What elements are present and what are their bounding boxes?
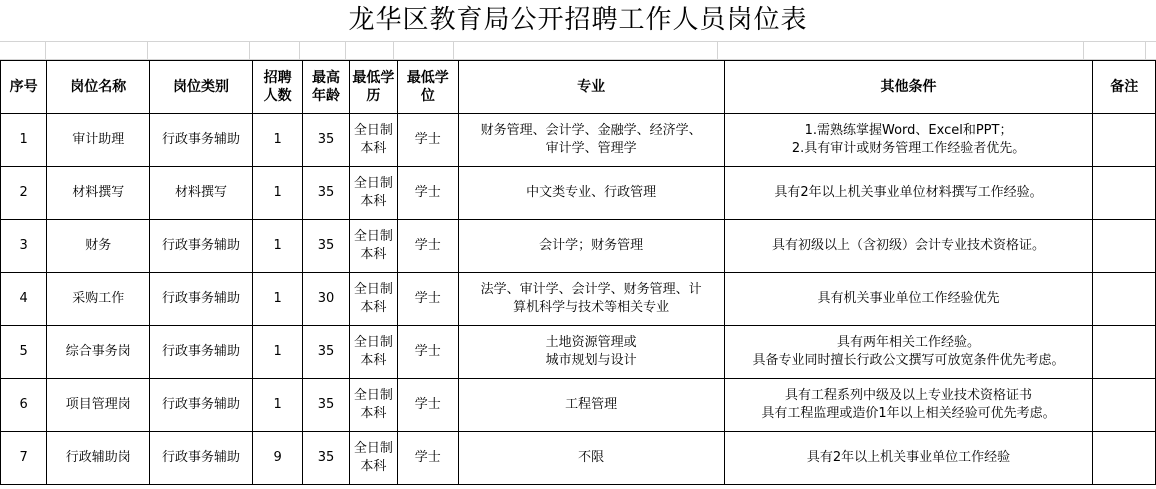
cell-other-conditions[interactable]: 1.需熟练掌握Word、Excel和PPT； 2.具有审计或财务管理工作经验者优先。 [724, 114, 1093, 167]
cell-major[interactable]: 法学、审计学、会计学、财务管理、计 算机科学与技术等相关专业 [458, 273, 724, 326]
cell-position-category[interactable]: 行政事务辅助 [150, 379, 253, 432]
cell-min-degree[interactable]: 学士 [398, 273, 458, 326]
cell-no[interactable]: 2 [1, 167, 47, 220]
cell-position-name[interactable]: 综合事务岗 [47, 326, 150, 379]
header-position-category[interactable]: 岗位类别 [150, 61, 253, 114]
table-row [1, 326, 1156, 379]
cell-min-degree[interactable]: 学士 [398, 432, 458, 485]
cell-max-age[interactable]: 35 [303, 379, 349, 432]
cell-position-name[interactable]: 财务 [47, 220, 150, 273]
cell-no[interactable]: 6 [1, 379, 47, 432]
cell-min-education[interactable]: 全日制 本科 [349, 167, 397, 220]
cell-no[interactable]: 1 [1, 114, 47, 167]
table-row [1, 167, 1156, 220]
cell-hire-count[interactable]: 9 [252, 432, 302, 485]
cell-other-conditions[interactable]: 具有2年以上机关事业单位材料撰写工作经验。 [724, 167, 1093, 220]
cell-no[interactable]: 7 [1, 432, 47, 485]
cell-no[interactable]: 4 [1, 273, 47, 326]
header-row [1, 61, 1156, 114]
cell-min-degree[interactable]: 学士 [398, 379, 458, 432]
cell-major[interactable]: 中文类专业、行政管理 [458, 167, 724, 220]
cell-hire-count[interactable]: 1 [252, 273, 302, 326]
header-no[interactable]: 序号 [1, 61, 47, 114]
table-row [1, 379, 1156, 432]
cell-hire-count[interactable]: 1 [252, 167, 302, 220]
cell-other-conditions[interactable]: 具有工程系列中级及以上专业技术资格证书 具有工程监理或造价1年以上相关经验可优先考虑。 [724, 379, 1093, 432]
cell-min-education[interactable]: 全日制 本科 [349, 220, 397, 273]
blank-cell[interactable] [394, 42, 454, 59]
cell-min-education[interactable]: 全日制 本科 [349, 379, 397, 432]
cell-min-education[interactable]: 全日制 本科 [349, 114, 397, 167]
blank-cell[interactable] [718, 42, 1084, 59]
blank-cell[interactable] [46, 42, 148, 59]
blank-cell[interactable] [454, 42, 718, 59]
positions-table [0, 60, 1156, 485]
cell-major[interactable]: 会计学；财务管理 [458, 220, 724, 273]
cell-min-degree[interactable]: 学士 [398, 167, 458, 220]
cell-remark[interactable] [1093, 273, 1156, 326]
cell-major[interactable]: 不限 [458, 432, 724, 485]
header-major[interactable]: 专业 [458, 61, 724, 114]
cell-min-degree[interactable]: 学士 [398, 220, 458, 273]
cell-major[interactable]: 工程管理 [458, 379, 724, 432]
header-max-age[interactable]: 最高 年龄 [303, 61, 349, 114]
cell-remark[interactable] [1093, 326, 1156, 379]
cell-position-category[interactable]: 行政事务辅助 [150, 273, 253, 326]
cell-max-age[interactable]: 35 [303, 220, 349, 273]
header-other-conditions[interactable]: 其他条件 [724, 61, 1093, 114]
cell-min-degree[interactable]: 学士 [398, 114, 458, 167]
cell-min-degree[interactable]: 学士 [398, 326, 458, 379]
cell-max-age[interactable]: 35 [303, 167, 349, 220]
cell-remark[interactable] [1093, 114, 1156, 167]
cell-no[interactable]: 5 [1, 326, 47, 379]
cell-position-category[interactable]: 材料撰写 [150, 167, 253, 220]
blank-cell[interactable] [0, 42, 46, 59]
cell-other-conditions[interactable]: 具有两年相关工作经验。 具备专业同时擅长行政公文撰写可放宽条件优先考虑。 [724, 326, 1093, 379]
blank-cell[interactable] [148, 42, 250, 59]
cell-max-age[interactable]: 35 [303, 432, 349, 485]
cell-position-category[interactable]: 行政事务辅助 [150, 220, 253, 273]
header-min-education[interactable]: 最低学 历 [349, 61, 397, 114]
cell-major[interactable]: 财务管理、会计学、金融学、经济学、 审计学、管理学 [458, 114, 724, 167]
cell-max-age[interactable]: 35 [303, 114, 349, 167]
cell-position-name[interactable]: 采购工作 [47, 273, 150, 326]
cell-hire-count[interactable]: 1 [252, 114, 302, 167]
blank-cell[interactable] [250, 42, 300, 59]
cell-position-name[interactable]: 材料撰写 [47, 167, 150, 220]
header-position-name[interactable]: 岗位名称 [47, 61, 150, 114]
blank-cell[interactable] [346, 42, 394, 59]
cell-other-conditions[interactable]: 具有2年以上机关事业单位工作经验 [724, 432, 1093, 485]
cell-other-conditions[interactable]: 具有初级以上（含初级）会计专业技术资格证。 [724, 220, 1093, 273]
blank-row [0, 42, 1156, 60]
cell-max-age[interactable]: 35 [303, 326, 349, 379]
page-title: 龙华区教育局公开招聘工作人员岗位表 [0, 0, 1156, 42]
header-hire-count[interactable]: 招聘 人数 [252, 61, 302, 114]
cell-remark[interactable] [1093, 379, 1156, 432]
cell-position-category[interactable]: 行政事务辅助 [150, 432, 253, 485]
cell-position-name[interactable]: 项目管理岗 [47, 379, 150, 432]
cell-major[interactable]: 土地资源管理或 城市规划与设计 [458, 326, 724, 379]
cell-remark[interactable] [1093, 432, 1156, 485]
cell-min-education[interactable]: 全日制 本科 [349, 432, 397, 485]
table-row [1, 273, 1156, 326]
table-row [1, 220, 1156, 273]
header-remark[interactable]: 备注 [1093, 61, 1156, 114]
cell-position-name[interactable]: 审计助理 [47, 114, 150, 167]
cell-position-category[interactable]: 行政事务辅助 [150, 326, 253, 379]
cell-no[interactable]: 3 [1, 220, 47, 273]
cell-max-age[interactable]: 30 [303, 273, 349, 326]
cell-remark[interactable] [1093, 167, 1156, 220]
cell-position-category[interactable]: 行政事务辅助 [150, 114, 253, 167]
blank-cell[interactable] [300, 42, 346, 59]
cell-position-name[interactable]: 行政辅助岗 [47, 432, 150, 485]
blank-cell[interactable] [1084, 42, 1146, 59]
cell-hire-count[interactable]: 1 [252, 379, 302, 432]
cell-other-conditions[interactable]: 具有机关事业单位工作经验优先 [724, 273, 1093, 326]
header-min-degree[interactable]: 最低学 位 [398, 61, 458, 114]
cell-min-education[interactable]: 全日制 本科 [349, 326, 397, 379]
cell-hire-count[interactable]: 1 [252, 326, 302, 379]
cell-hire-count[interactable]: 1 [252, 220, 302, 273]
table-row [1, 432, 1156, 485]
cell-remark[interactable] [1093, 220, 1156, 273]
table-row [1, 114, 1156, 167]
cell-min-education[interactable]: 全日制 本科 [349, 273, 397, 326]
